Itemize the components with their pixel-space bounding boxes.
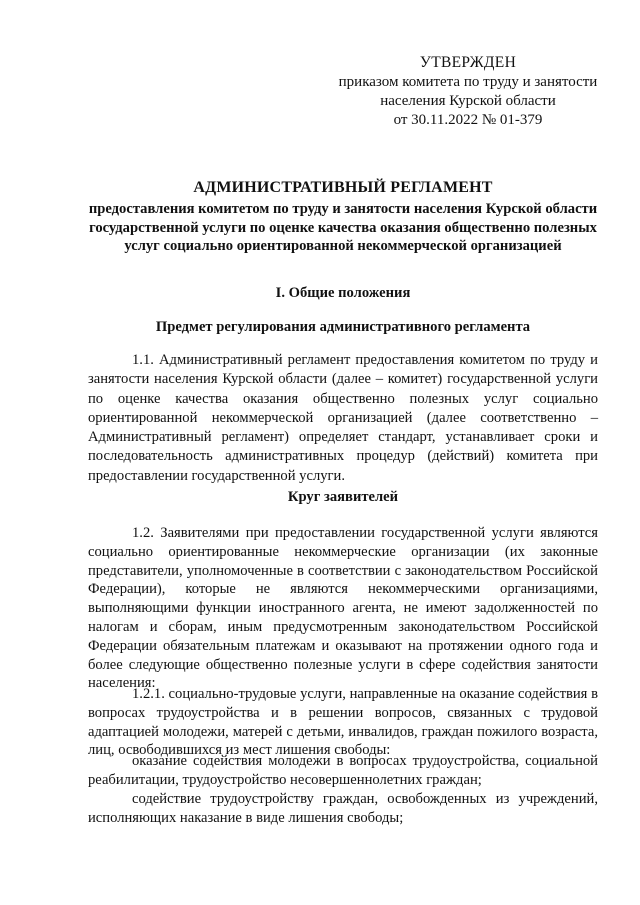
section-heading-general: I. Общие положения: [275, 285, 411, 301]
list-item-released: содействие трудоустройству граждан, освобожденных из учреждений, исполняющих наказание в виде лишения свободы;: [88, 791, 598, 826]
paragraph-1-1: 1.1. Административный регламент предоставления комитетом по труду и занятости населения Курской области (далее – комитет) государственной услуги по оценке качества оказания общественно полезных услуг социально ориентированной некоммерческой организацией (далее соответственно – Административный регламент) определяет стандарт, устанавливает сроки и последовательность административных процедур (действий) комитета при предоставлении государственной услуги.: [88, 352, 598, 484]
approval-line-region: населения Курской области: [380, 93, 556, 109]
approval-heading: УТВЕРЖДЕН: [419, 54, 517, 71]
paragraph-1-2: 1.2. Заявителями при предоставлении государственной услуги являются социально ориентированные некоммерческие организации (их законные представители, уполномоченные в соответствии с законодательством Российской Федерации), которые не являются некоммерческими организациями, выполняющими функции иностранного агента, не имеют задолженностей по налогам и сборам, иным предусмотренным законодательством Российской Федерации обязательным платежам и оказывают на протяжении одного года и более следующие общественно полезные услуги в сфере содействия занятости населения:: [88, 525, 598, 692]
subheading-applicants: Круг заявителей: [287, 489, 399, 505]
document-title-block: [88, 178, 598, 256]
list-item-youth: оказание содействия молодежи в вопросах трудоустройства, социальной реабилитации, трудоустройство несовершеннолетних граждан;: [88, 753, 598, 788]
approval-stamp: [328, 53, 608, 130]
document-subtitle: предоставления комитетом по труду и занятости населения Курской области государственной услуги по оценке качества оказания общественно полезных услуг социально ориентированной некоммерческой организацией: [88, 201, 598, 254]
approval-line-date: от 30.11.2022 № 01-379: [393, 112, 543, 128]
document-title: АДМИНИСТРАТИВНЫЙ РЕГЛАМЕНТ: [193, 179, 493, 196]
subheading-subject: Предмет регулирования административного регламента: [155, 319, 531, 335]
approval-line-order: приказом комитета по труду и занятости: [338, 74, 598, 90]
paragraph-1-2-1: 1.2.1. социально-трудовые услуги, направленные на оказание содействия в вопросах трудоустройства и в решении вопросов, связанных с трудовой адаптацией молодежи, матерей с детьми, инвалидов, граждан пожилого возраста, лиц, освободившихся из мест лишения свободы:: [88, 686, 598, 759]
